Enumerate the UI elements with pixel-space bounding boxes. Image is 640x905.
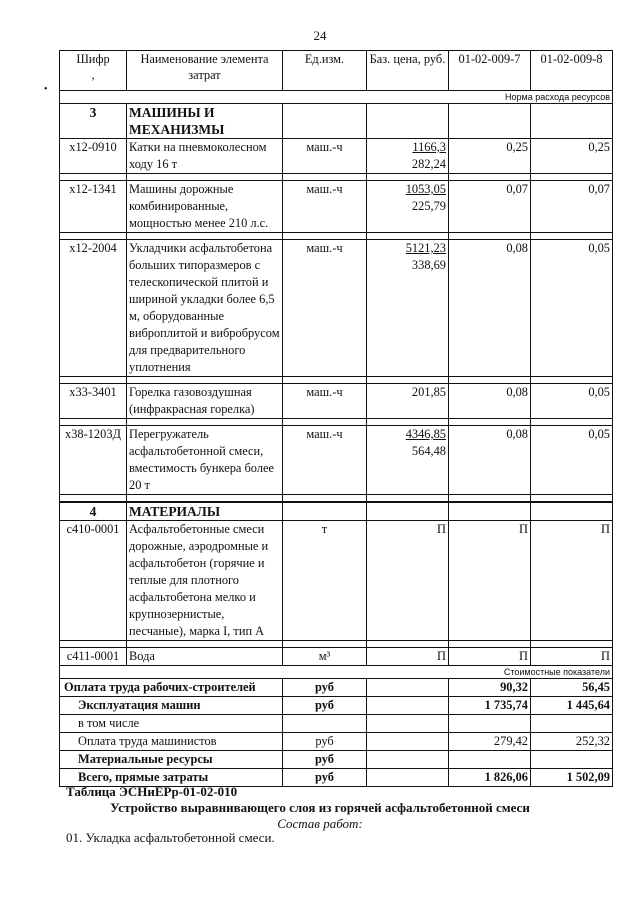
section-title: МАШИНЫ И МЕХАНИЗМЫ: [127, 104, 283, 139]
resource-name: Укладчики асфальтобетона больших типоразмеров с телескопической плитой и шириной укладки более 6,5 м, оборудованные виброплитой и вибробрусом для предварительного уплотнения: [127, 240, 283, 377]
section-number: 4: [60, 503, 127, 521]
resource-wage-price: 225,79: [411, 199, 446, 213]
total-col7: 279,42: [449, 733, 531, 751]
header-row: [60, 51, 613, 91]
total-col7: 90,32: [449, 679, 531, 697]
total-empty: [367, 697, 449, 715]
resource-price-cell: [367, 384, 449, 419]
total-col8: 252,32: [531, 733, 613, 751]
total-empty: [367, 751, 449, 769]
spacer-cell: [367, 233, 449, 240]
total-unit: [283, 715, 367, 733]
spacer-cell: [367, 641, 449, 648]
spacer-cell: [60, 495, 127, 502]
total-col7: [449, 751, 531, 769]
spacer-cell: [127, 233, 283, 240]
spacer-cell: [449, 495, 531, 502]
total-unit: руб: [283, 769, 367, 787]
total-empty: [367, 679, 449, 697]
empty-cell: [283, 503, 367, 521]
norm-col7: П: [449, 648, 531, 666]
norm-col8: 0,05: [531, 240, 613, 377]
total-unit: руб: [283, 733, 367, 751]
total-row: [60, 697, 613, 715]
total-row: [60, 715, 613, 733]
total-col8: [531, 751, 613, 769]
resource-name: Катки на пневмоколесном ходу 16 т: [127, 139, 283, 174]
resource-code: х12-0910: [60, 139, 127, 174]
resource-wage-price: 564,48: [411, 444, 446, 458]
norm-col7: 0,08: [449, 426, 531, 495]
norm-label: Норма расхода ресурсов: [60, 91, 613, 104]
total-label: в том числе: [60, 715, 283, 733]
resource-table: [59, 50, 613, 787]
spacer-cell: [449, 419, 531, 426]
spacer-cell: [449, 174, 531, 181]
norm-col8: П: [531, 521, 613, 641]
page-number: 24: [313, 28, 327, 43]
spacer-cell: [60, 641, 127, 648]
spacer-cell: [367, 495, 449, 502]
resource-code: х33-3401: [60, 384, 127, 419]
header-unit: Ед.изм.: [283, 51, 367, 91]
resource-code: с411-0001: [60, 648, 127, 666]
resource-name: Вода: [127, 648, 283, 666]
work-title: Состав работ:: [277, 816, 363, 831]
resource-wage-price: 338,69: [411, 258, 446, 272]
spacer-cell: [449, 377, 531, 384]
total-empty: [367, 769, 449, 787]
table-subtitle: Устройство выравнивающего слоя из горячей асфальтобетонной смеси: [110, 800, 530, 815]
spacer-cell: [60, 419, 127, 426]
spacer-cell: [367, 174, 449, 181]
norm-col7: 0,08: [449, 240, 531, 377]
total-empty: [367, 715, 449, 733]
spacer-cell: [283, 233, 367, 240]
total-col7: 1 735,74: [449, 697, 531, 715]
spacer-cell: [531, 495, 613, 502]
spacer-cell: [127, 495, 283, 502]
machine-row: [60, 384, 613, 419]
section-4-row: [60, 503, 613, 521]
resource-price: П: [367, 521, 449, 641]
total-unit: руб: [283, 697, 367, 715]
total-col8: 1 502,09: [531, 769, 613, 787]
margin-mark: •: [44, 84, 48, 95]
norm-col8: 0,05: [531, 384, 613, 419]
material-row: [60, 648, 613, 666]
resource-price: П: [367, 648, 449, 666]
norm-col8: 0,25: [531, 139, 613, 174]
total-label: Эксплуатация машин: [60, 697, 283, 715]
work-item: 01. Укладка асфальтобетонной смеси.: [66, 830, 275, 845]
spacer-cell: [60, 174, 127, 181]
norm-col7: П: [449, 521, 531, 641]
spacer-cell: [127, 377, 283, 384]
empty-cell: [367, 503, 449, 521]
spacer-cell: [531, 174, 613, 181]
norm-col7: 0,07: [449, 181, 531, 233]
machine-row: [60, 426, 613, 495]
header-name: Наименование элемента затрат: [127, 51, 283, 91]
total-empty: [367, 733, 449, 751]
header-col8: 01-02-009-8: [531, 51, 613, 91]
resource-name: Перегружатель асфальтобетонной смеси, вместимость бункера более 20 т: [127, 426, 283, 495]
resource-name: Машины дорожные комбинированные, мощностью менее 210 л.с.: [127, 181, 283, 233]
total-row: [60, 751, 613, 769]
resource-price: 4346,85: [405, 427, 446, 441]
spacer-cell: [367, 419, 449, 426]
norm-col8: 0,07: [531, 181, 613, 233]
norm-col7: 0,25: [449, 139, 531, 174]
total-col7: 1 826,06: [449, 769, 531, 787]
spacer-cell: [449, 641, 531, 648]
resource-code: с410-0001: [60, 521, 127, 641]
total-label: Всего, прямые затраты: [60, 769, 283, 787]
total-col8: 56,45: [531, 679, 613, 697]
header-dot: ,: [91, 68, 95, 82]
resource-price: 1053,05: [405, 182, 446, 196]
resource-price: 201,85: [411, 385, 446, 399]
spacer-cell: [60, 233, 127, 240]
total-label: Оплата труда рабочих-строителей: [60, 679, 283, 697]
empty-cell: [531, 503, 613, 521]
total-row: [60, 679, 613, 697]
spacer-cell: [60, 377, 127, 384]
resource-name: Горелка газовоздушная (инфракрасная горелка): [127, 384, 283, 419]
empty-cell: [531, 104, 613, 139]
resource-price-cell: [367, 139, 449, 174]
total-col8: [531, 715, 613, 733]
spacer-cell: [531, 641, 613, 648]
norm-col8: 0,05: [531, 426, 613, 495]
machine-row: [60, 240, 613, 377]
spacer-cell: [283, 174, 367, 181]
spacer-cell: [127, 419, 283, 426]
total-col8: 1 445,64: [531, 697, 613, 715]
norm-col8: П: [531, 648, 613, 666]
section-number: 3: [60, 104, 127, 139]
resource-price: 5121,23: [405, 241, 446, 255]
resource-wage-price: 282,24: [411, 157, 446, 171]
total-unit: руб: [283, 679, 367, 697]
spacer-cell: [531, 377, 613, 384]
resource-unit: маш.-ч: [283, 240, 367, 377]
section-3-row: [60, 104, 613, 139]
header-price: Баз. цена, руб.: [367, 51, 449, 91]
resource-price-cell: [367, 426, 449, 495]
spacer-cell: [531, 233, 613, 240]
resource-unit: т: [283, 521, 367, 641]
empty-cell: [449, 104, 531, 139]
norm-col7: 0,08: [449, 384, 531, 419]
spacer-cell: [283, 377, 367, 384]
spacer-cell: [367, 377, 449, 384]
machine-row: [60, 181, 613, 233]
cost-label: Стоимостные показатели: [60, 666, 613, 679]
empty-cell: [367, 104, 449, 139]
resource-price: 1166,3: [412, 140, 446, 154]
section-title: МАТЕРИАЛЫ: [127, 503, 283, 521]
material-row: [60, 521, 613, 641]
spacer-cell: [283, 641, 367, 648]
header-col7: 01-02-009-7: [449, 51, 531, 91]
empty-cell: [449, 503, 531, 521]
resource-unit: маш.-ч: [283, 139, 367, 174]
resource-unit: маш.-ч: [283, 181, 367, 233]
total-unit: руб: [283, 751, 367, 769]
spacer-cell: [127, 641, 283, 648]
resource-code: х38-1203Д: [60, 426, 127, 495]
resource-code: х12-2004: [60, 240, 127, 377]
spacer-cell: [127, 174, 283, 181]
resource-price-cell: [367, 240, 449, 377]
spacer-cell: [283, 419, 367, 426]
table-title: Таблица ЭСНиЕРр-01-02-010: [66, 784, 238, 799]
total-col7: [449, 715, 531, 733]
header-code: Шифр ,: [60, 51, 127, 91]
resource-name: Асфальтобетонные смеси дорожные, аэродромные и асфальтобетон (горячие и теплые для плотного асфальтобетона мелко и крупнозернистые, песчаные), марка I, тип А: [127, 521, 283, 641]
total-label: Материальные ресурсы: [60, 751, 283, 769]
resource-code: х12-1341: [60, 181, 127, 233]
spacer-cell: [283, 495, 367, 502]
resource-price-cell: [367, 181, 449, 233]
resource-unit: м³: [283, 648, 367, 666]
empty-cell: [283, 104, 367, 139]
resource-unit: маш.-ч: [283, 426, 367, 495]
machine-row: [60, 139, 613, 174]
spacer-cell: [531, 419, 613, 426]
total-label: Оплата труда машинистов: [60, 733, 283, 751]
resource-unit: маш.-ч: [283, 384, 367, 419]
total-row: [60, 733, 613, 751]
spacer-cell: [449, 233, 531, 240]
